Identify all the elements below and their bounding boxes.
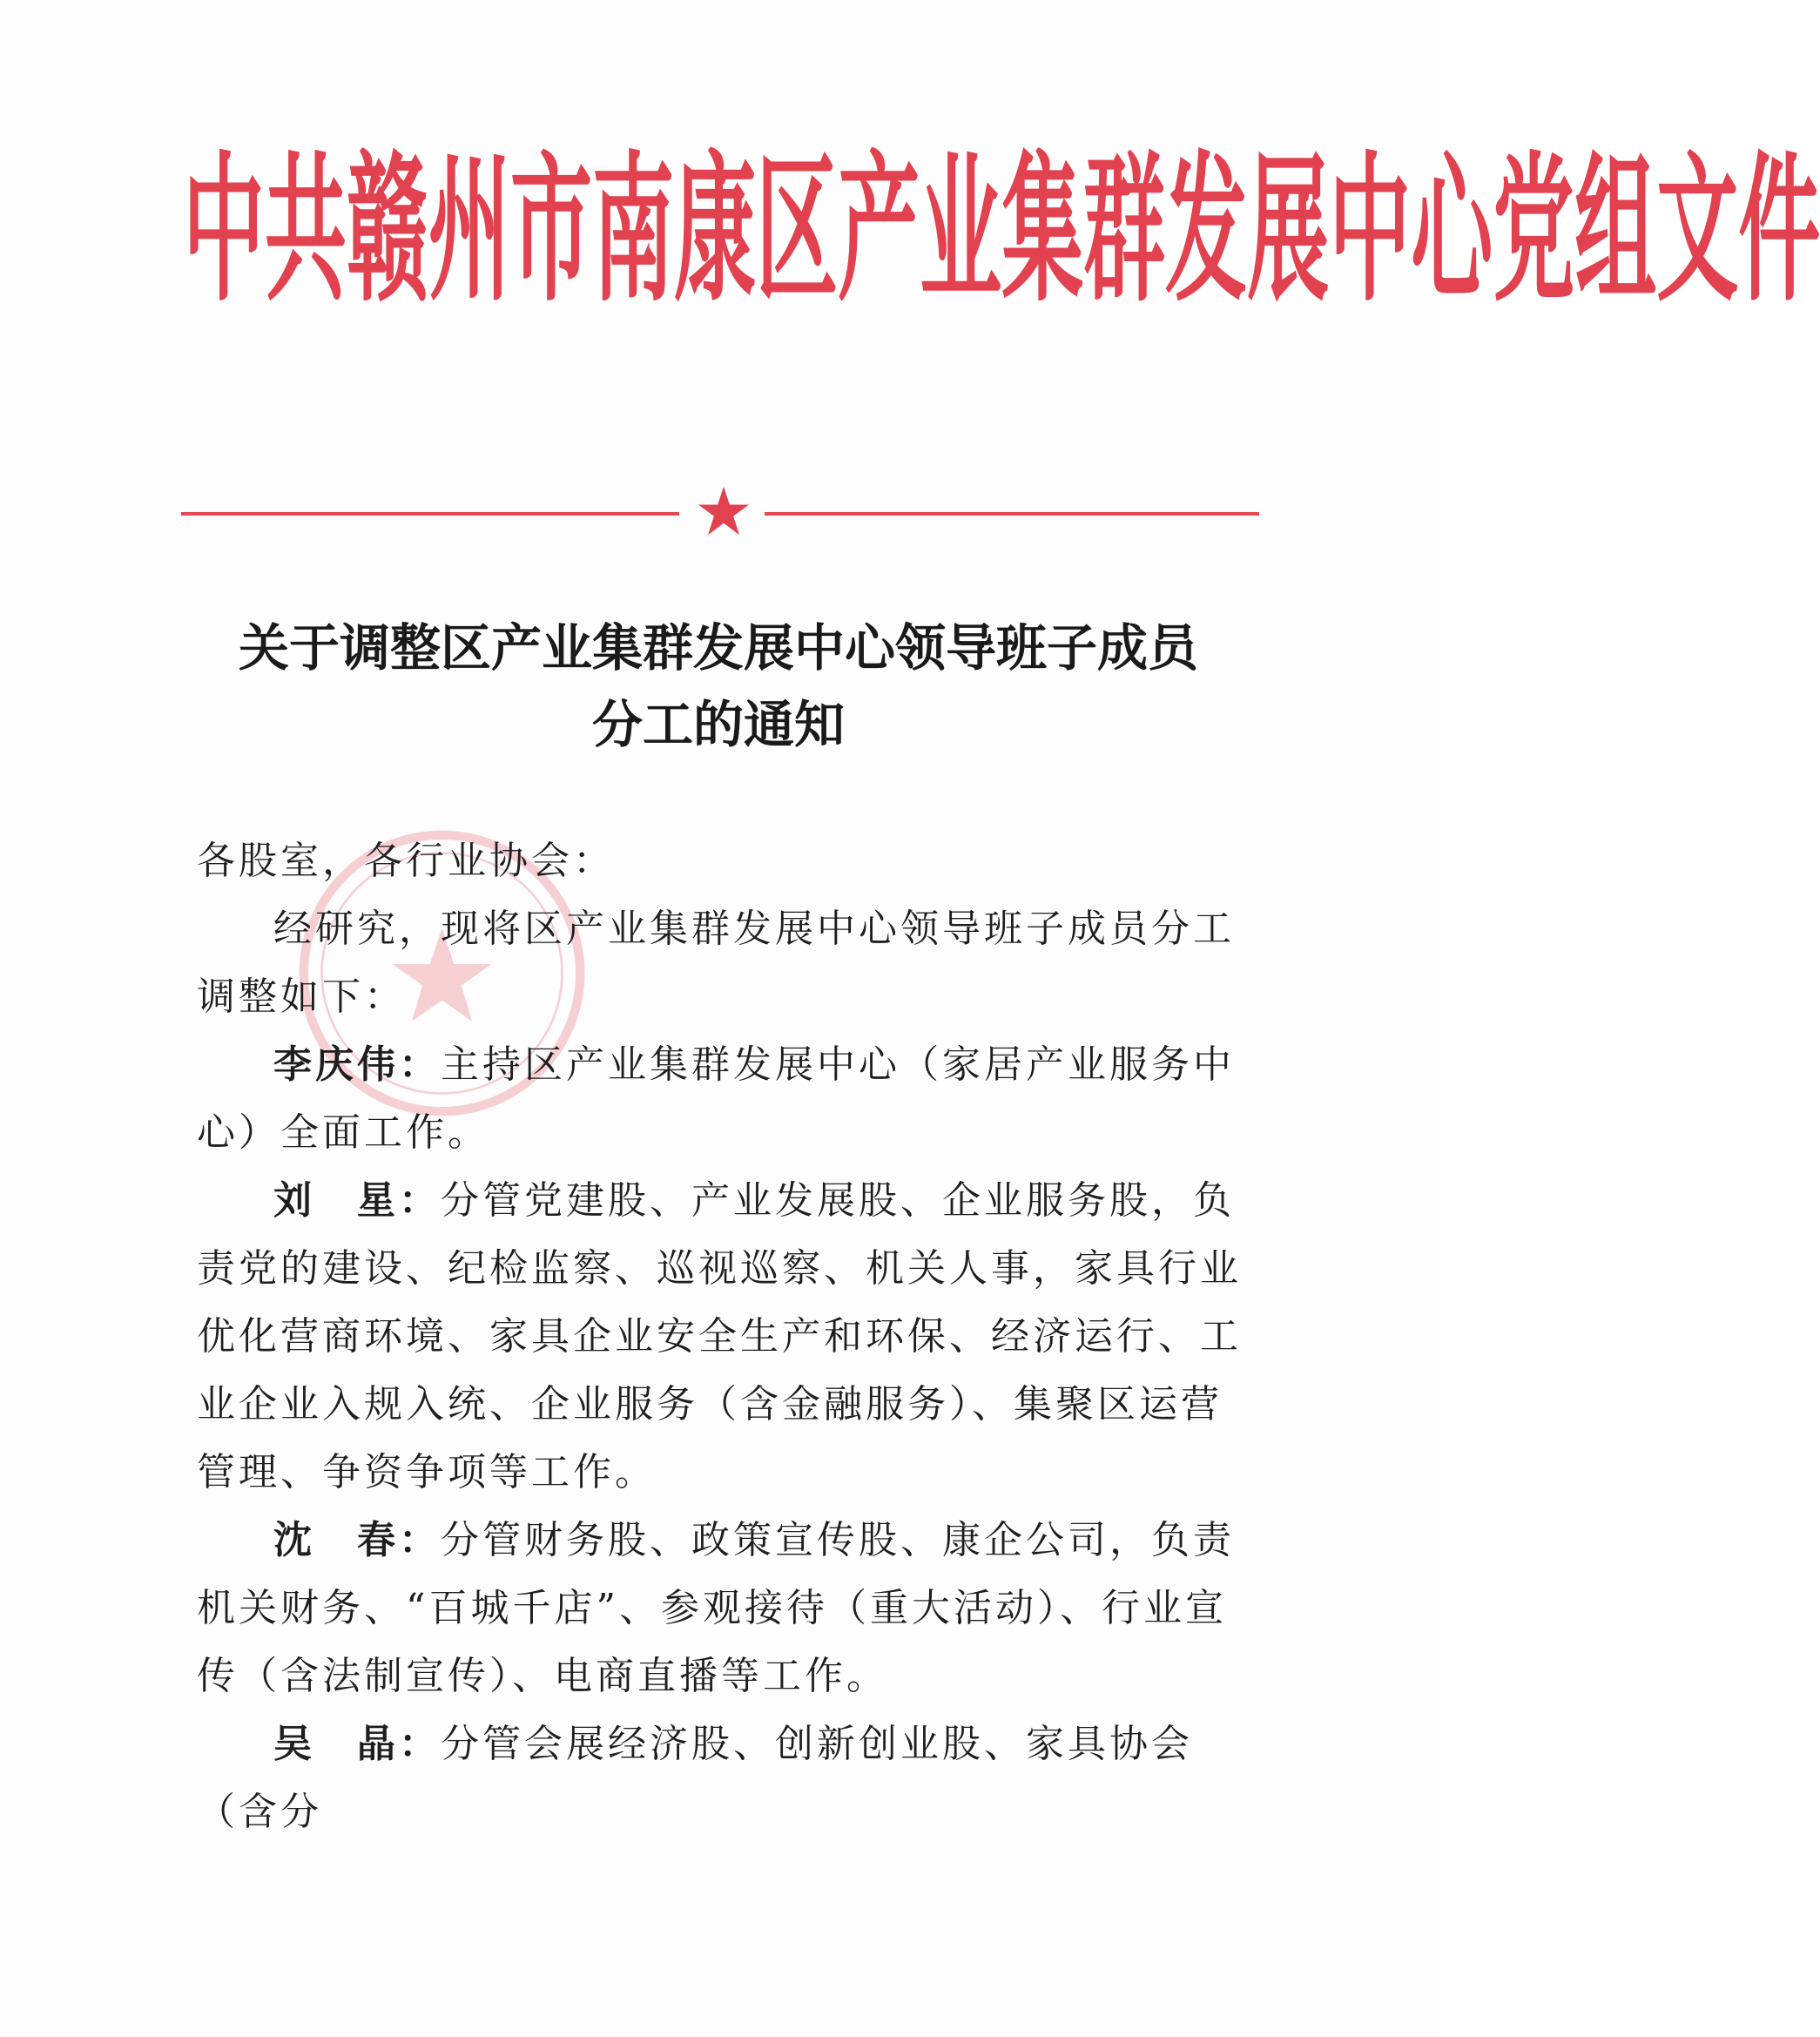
header-rule-right (765, 512, 1259, 516)
assignment-paragraph (197, 1031, 1242, 1167)
red-header-glyph: 产 (838, 138, 920, 325)
assignment-paragraph (197, 1167, 1242, 1507)
leader-duty: 分管财务股、政策宣传股、康企公司，负责机关财务、“百城千店”、参观接待（重大活动）、行业宣传（含法制宣传）、电商直播等工作。 (197, 1518, 1235, 1698)
leader-name: 吴 晶： (273, 1722, 441, 1766)
red-header-glyph: 共 (265, 138, 347, 325)
intro-paragraph: 经研究，现将区产业集群发展中心领导班子成员分工调整如下： (197, 907, 1235, 1019)
document-title-line-1: 关于调整区产业集群发展中心领导班子成员 (238, 618, 1198, 678)
header-rule-left (181, 512, 679, 516)
leader-name: 刘 星： (273, 1178, 441, 1223)
document-body (197, 827, 1242, 1846)
assignment-paragraph (197, 1710, 1242, 1846)
red-header-glyph: 区 (756, 138, 839, 325)
red-header-glyph: 康 (674, 138, 757, 325)
red-header-glyph: 中 (183, 138, 266, 325)
red-header-title (183, 138, 1820, 402)
red-header-glyph: 业 (920, 138, 1002, 325)
red-header-glyph: 南 (592, 138, 675, 325)
red-header-glyph: 文 (1656, 138, 1739, 325)
document-title-line-2: 分工的通知 (591, 695, 845, 754)
red-header-glyph: 中 (1329, 138, 1412, 325)
red-header-glyph: 心 (1411, 138, 1493, 325)
red-header-glyph: 市 (510, 138, 593, 325)
red-header-glyph: 党 (1493, 138, 1575, 325)
red-header-text (183, 138, 1820, 402)
leader-name: 沈 春： (273, 1518, 441, 1562)
red-header-glyph: 集 (1001, 138, 1084, 325)
leader-name: 李庆伟： (273, 1042, 441, 1087)
red-header-glyph: 州 (428, 138, 511, 325)
salutation: 各股室，各行业协会： (197, 839, 615, 883)
red-header-glyph: 群 (1083, 138, 1166, 325)
leader-duty: 分管党建股、产业发展股、企业服务股，负责党的建设、纪检监察、巡视巡察、机关人事，家具行业优化营商环境、家具企业安全生产和环保、经济运行、工业企业入规入统、企业服务（含金融服务）、集聚区运营管理、争资争项等工作。 (197, 1178, 1242, 1494)
red-header-glyph: 发 (1165, 138, 1248, 325)
red-header-glyph: 件 (1738, 138, 1820, 325)
document-title (174, 610, 1263, 763)
leader-duty: 分管会展经济股、创新创业股、家具协会（含分 (197, 1722, 1193, 1834)
star-icon (697, 484, 751, 538)
leader-duty: 主持区产业集群发展中心（家居产业服务中心）全面工作。 (197, 1042, 1235, 1155)
red-header-glyph: 组 (1574, 138, 1657, 325)
assignment-paragraph (197, 1507, 1242, 1710)
red-header-glyph: 赣 (347, 138, 429, 325)
red-header-glyph: 展 (1247, 138, 1330, 325)
